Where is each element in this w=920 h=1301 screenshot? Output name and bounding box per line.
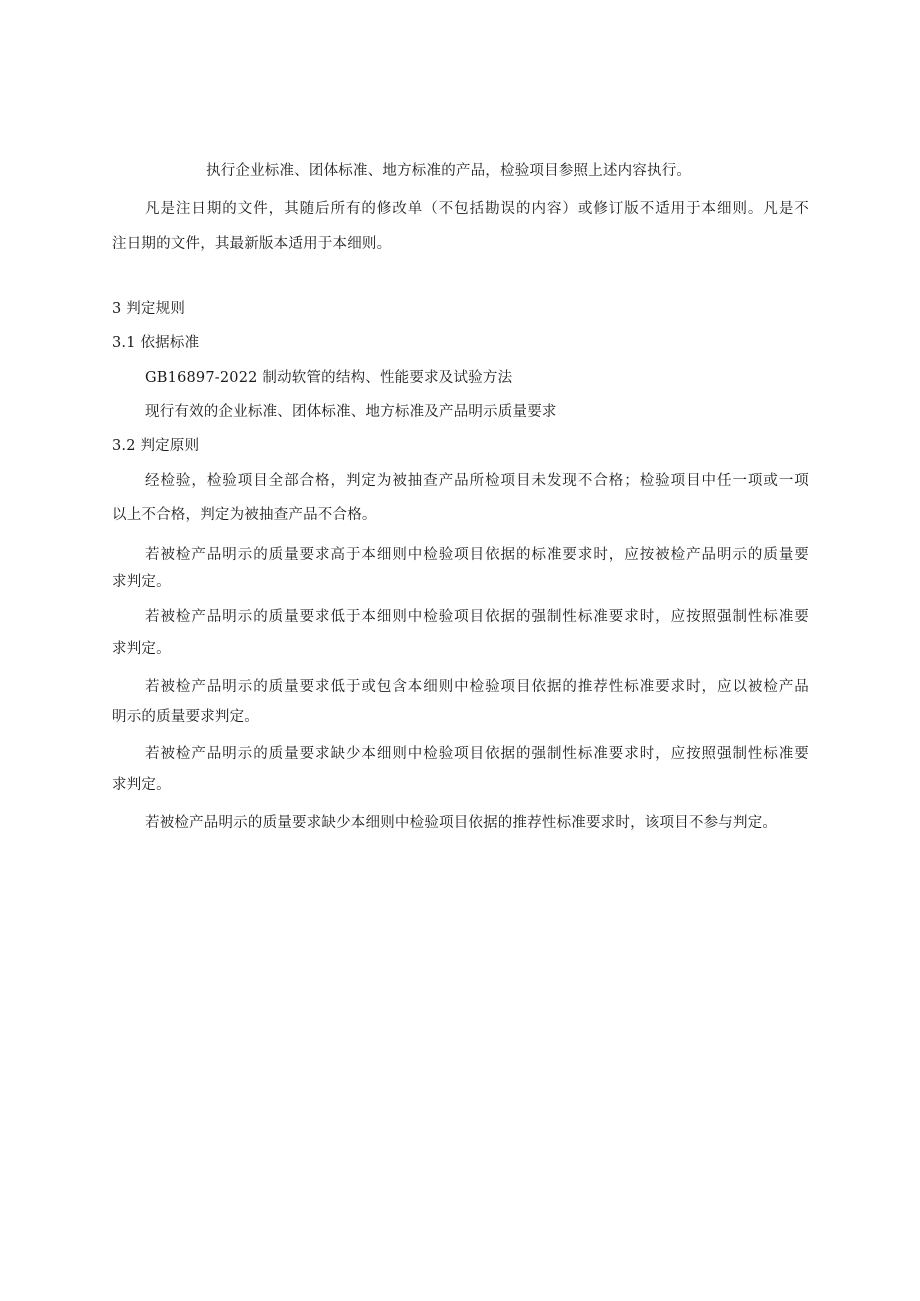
judgment-paragraph-line: 若被检产品明示的质量要求缺少本细则中检验项目依据的推荐性标准要求时，该项目不参与判定。 [145,815,778,831]
judgment-paragraph-line: 求判定。 [112,574,171,590]
judgment-paragraph-line: 求判定。 [112,641,171,657]
intro-paragraph-line: 执行企业标准、团体标准、地方标准的产品，检验项目参照上述内容执行。 [206,163,692,179]
subsection-heading: 3.2 判定原则 [112,438,200,454]
section-heading: 3 判定规则 [112,301,186,317]
judgment-paragraph-line: 求判定。 [112,777,171,793]
judgment-paragraph-line: 若被检产品明示的质量要求低于或包含本细则中检验项目依据的推荐性标准要求时，应以被检产品 [145,679,809,695]
subsection-heading: 3.1 依据标准 [112,335,200,351]
judgment-paragraph-line: 若被检产品明示的质量要求缺少本细则中检验项目依据的强制性标准要求时，应按照强制性标准要 [145,746,809,762]
judgment-paragraph-line: 若被检产品明示的质量要求低于本细则中检验项目依据的强制性标准要求时，应按照强制性标准要 [145,609,809,625]
judgment-paragraph-line: 以上不合格，判定为被抽查产品不合格。 [112,507,377,523]
intro-paragraph-line: 注日期的文件，其最新版本适用于本细则。 [112,236,392,252]
judgment-paragraph-line: 明示的质量要求判定。 [112,709,259,725]
intro-paragraph-line: 凡是注日期的文件，其随后所有的修改单（不包括勘误的内容）或修订版不适用于本细则。凡是不 [145,201,809,217]
standard-reference: GB16897-2022 制动软管的结构、性能要求及试验方法 [145,370,513,386]
judgment-paragraph-line: 若被检产品明示的质量要求高于本细则中检验项目依据的标准要求时，应按被检产品明示的质量要 [145,547,809,563]
judgment-paragraph-line: 经检验，检验项目全部合格，判定为被抽查产品所检项目未发现不合格；检验项目中任一项或一项 [145,473,809,489]
standard-reference: 现行有效的企业标准、团体标准、地方标准及产品明示质量要求 [145,404,557,420]
